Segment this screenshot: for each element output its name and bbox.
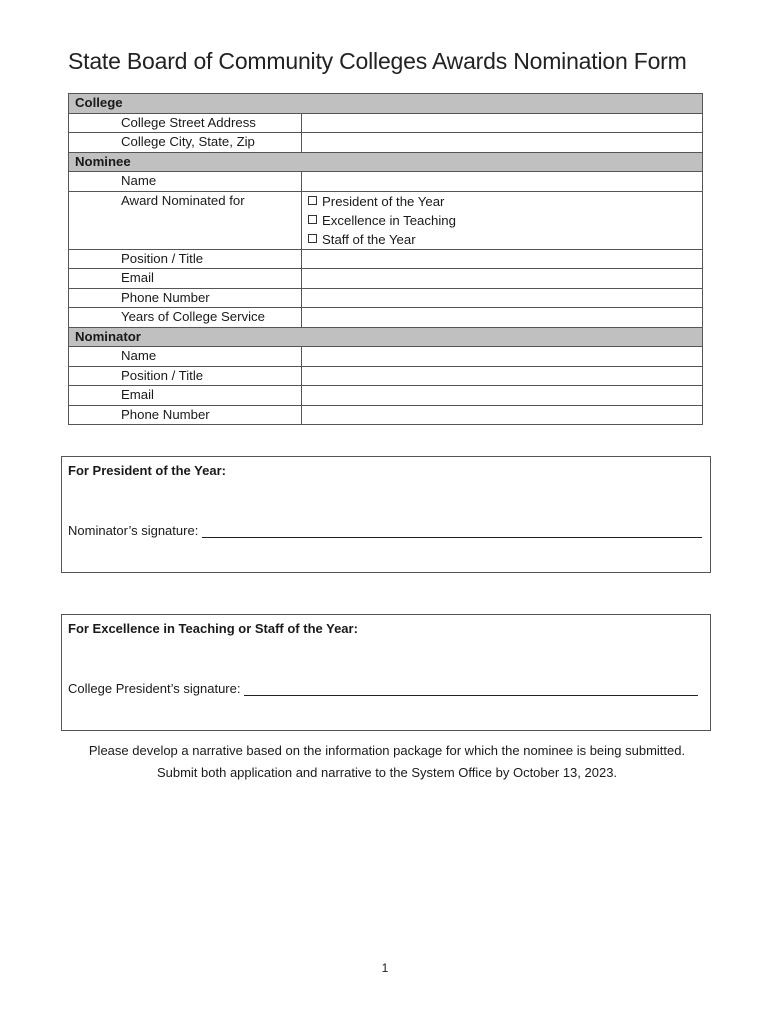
box-heading: For Excellence in Teaching or Staff of the Year: xyxy=(68,621,358,636)
teaching-signature-box xyxy=(61,614,711,731)
nominee-position-field[interactable] xyxy=(302,249,703,269)
submission-note xyxy=(40,740,734,784)
checkbox-icon[interactable] xyxy=(308,234,317,243)
table-row xyxy=(69,288,703,308)
field-label: Phone Number xyxy=(69,288,302,308)
table-row xyxy=(69,113,703,133)
checkbox-icon[interactable] xyxy=(308,196,317,205)
table-row xyxy=(69,191,703,249)
checkbox-icon[interactable] xyxy=(308,215,317,224)
page-number: 1 xyxy=(381,961,389,975)
field-label: Phone Number xyxy=(69,405,302,425)
college-city-state-zip-field[interactable] xyxy=(302,133,703,153)
table-row xyxy=(69,405,703,425)
option-label: Excellence in Teaching xyxy=(322,212,456,228)
field-label: Position / Title xyxy=(69,249,302,269)
nominator-name-field[interactable] xyxy=(302,347,703,367)
table-row xyxy=(69,308,703,328)
note-line: Please develop a narrative based on the information package for which the nominee is being submitted. xyxy=(88,743,686,758)
box-heading: For President of the Year: xyxy=(68,463,226,478)
field-label: College Street Address xyxy=(69,113,302,133)
field-label: Award Nominated for xyxy=(69,191,302,249)
award-option-staff[interactable] xyxy=(308,230,702,249)
award-option-president[interactable] xyxy=(308,192,702,211)
president-signature-field[interactable] xyxy=(244,681,698,696)
form-title: State Board of Community Colleges Awards Nomination Form xyxy=(68,48,687,74)
field-label: College City, State, Zip xyxy=(69,133,302,153)
nominee-phone-field[interactable] xyxy=(302,288,703,308)
signature-line xyxy=(68,681,698,696)
nominator-email-field[interactable] xyxy=(302,386,703,406)
option-label: President of the Year xyxy=(322,193,445,209)
signature-label: Nominator’s signature: xyxy=(68,523,199,538)
nominee-years-service-field[interactable] xyxy=(302,308,703,328)
table-row xyxy=(69,269,703,289)
table-row xyxy=(69,249,703,269)
field-label: Name xyxy=(69,172,302,192)
section-header: Nominee xyxy=(69,152,703,172)
field-label: Email xyxy=(69,269,302,289)
field-label: Email xyxy=(69,386,302,406)
section-nominee-header xyxy=(69,152,703,172)
section-nominator-header xyxy=(69,327,703,347)
signature-label: College President’s signature: xyxy=(68,681,241,696)
nominee-email-field[interactable] xyxy=(302,269,703,289)
section-college-header xyxy=(69,94,703,114)
nomination-table xyxy=(68,93,703,425)
field-label: Position / Title xyxy=(69,366,302,386)
note-line: Submit both application and narrative to the System Office by October 13, 2023. xyxy=(156,765,618,780)
field-label: Years of College Service xyxy=(69,308,302,328)
section-header: College xyxy=(69,94,703,114)
nominee-name-field[interactable] xyxy=(302,172,703,192)
field-label: Name xyxy=(69,347,302,367)
nominator-signature-field[interactable] xyxy=(202,523,702,538)
nominator-position-field[interactable] xyxy=(302,366,703,386)
award-option-teaching[interactable] xyxy=(308,211,702,230)
table-row xyxy=(69,347,703,367)
table-row xyxy=(69,386,703,406)
option-label: Staff of the Year xyxy=(322,231,416,247)
award-options xyxy=(302,191,703,249)
section-header: Nominator xyxy=(69,327,703,347)
college-street-address-field[interactable] xyxy=(302,113,703,133)
table-row xyxy=(69,133,703,153)
nominator-phone-field[interactable] xyxy=(302,405,703,425)
table-row xyxy=(69,366,703,386)
president-signature-box xyxy=(61,456,711,573)
table-row xyxy=(69,172,703,192)
signature-line xyxy=(68,523,702,538)
